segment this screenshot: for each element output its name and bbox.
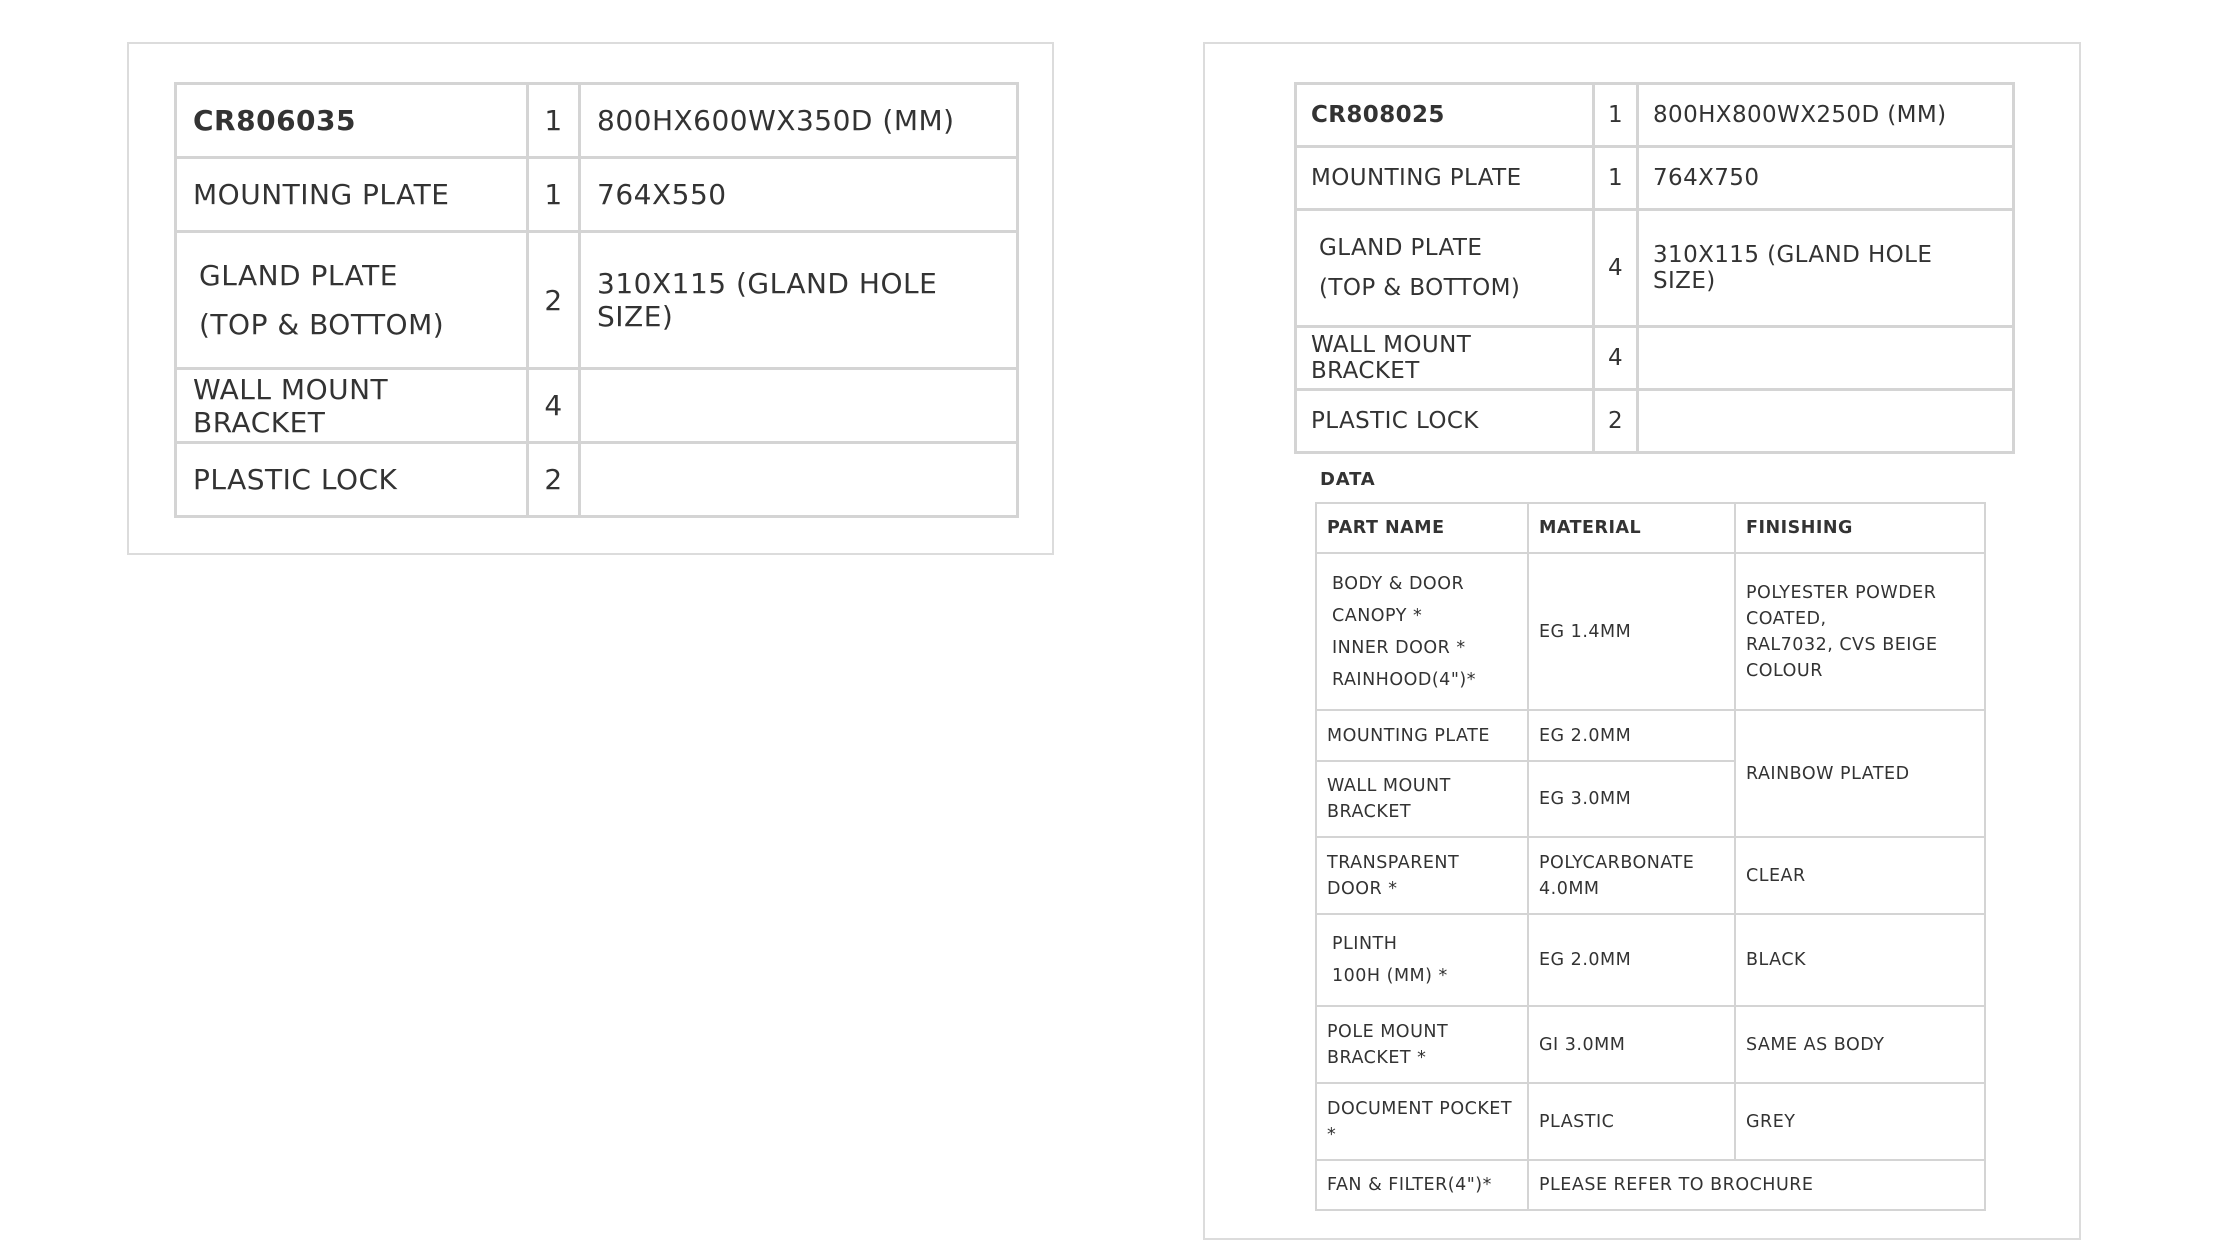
finishing-line: COLOUR [1746,660,1823,681]
part-name-line: GLAND PLATE [199,259,398,292]
column-header-finishing: FINISHING [1735,503,1985,553]
table-row [1316,914,1985,1006]
spec-cell: 764X750 [1638,147,2014,210]
part-name-cell [1296,210,1594,327]
table-row [1316,553,1985,710]
part-name-cell [1316,837,1528,914]
finishing-cell: BLACK [1735,914,1985,1006]
spec-cell [1638,390,2014,453]
qty-cell: 1 [528,158,580,232]
column-header-part-name: PART NAME [1316,503,1528,553]
spec-cell [580,369,1018,443]
spec-cell [580,443,1018,517]
material-cell: GI 3.0MM [1528,1006,1735,1083]
part-name-cell: MOUNTING PLATE [1316,710,1528,761]
part-name-line: BRACKET * [1327,1047,1427,1068]
material-cell: PLEASE REFER TO BROCHURE [1528,1160,1985,1210]
material-line: 4.0MM [1539,878,1600,899]
spec-cell: 800HX600WX350D (MM) [580,84,1018,158]
part-name-line: (TOP & BOTTOM) [1319,275,1521,301]
right-spec-table [1294,82,2015,454]
part-name-cell: MOUNTING PLATE [176,158,528,232]
part-name-line: BRACKET [1327,802,1412,822]
data-section-label: DATA [1320,469,1376,490]
table-row [1316,1160,1985,1210]
qty-cell: 4 [528,369,580,443]
spec-cell: 310X115 (GLAND HOLE SIZE) [1638,210,2014,327]
part-name-line: INNER DOOR * [1332,637,1466,658]
material-cell: PLASTIC [1528,1083,1735,1160]
material-cell: EG 2.0MM [1528,710,1735,761]
material-cell: EG 1.4MM [1528,553,1735,710]
part-name-cell: PLASTIC LOCK [176,443,528,517]
qty-cell: 1 [528,84,580,158]
table-row [176,443,1018,517]
table-row [176,158,1018,232]
table-row [1316,837,1985,914]
right-spec-panel [1203,42,2081,1240]
table-row [176,369,1018,443]
part-name-line: RAINHOOD(4")* [1332,669,1476,690]
part-name-cell: PLASTIC LOCK [1296,390,1594,453]
qty-cell: 4 [1594,210,1638,327]
finishing-cell: SAME AS BODY [1735,1006,1985,1083]
table-header-row [1316,503,1985,553]
part-name-line: GLAND PLATE [1319,234,1483,261]
table-row [1296,147,2014,210]
qty-cell: 4 [1594,327,1638,390]
part-name-cell: WALL MOUNT BRACKET [1296,327,1594,390]
part-name-cell [176,232,528,369]
part-name-cell [1316,1006,1528,1083]
part-name-cell [1316,553,1528,710]
part-name-line: 100H (MM) * [1332,966,1448,986]
spec-cell [1638,327,2014,390]
part-name-cell [1316,914,1528,1006]
left-spec-table [174,82,1019,518]
qty-cell: 1 [1594,84,1638,147]
qty-cell: 1 [1594,147,1638,210]
material-data-table [1315,502,1986,1211]
part-name-cell: MOUNTING PLATE [1296,147,1594,210]
part-name-line: CANOPY * [1332,605,1423,626]
finishing-cell: GREY [1735,1083,1985,1160]
spec-cell: 764X550 [580,158,1018,232]
table-row [1296,390,2014,453]
material-cell [1528,837,1735,914]
finishing-cell: RAINBOW PLATED [1735,710,1985,837]
spec-cell: 310X115 (GLAND HOLE SIZE) [580,232,1018,369]
part-name-cell: WALL MOUNT BRACKET [176,369,528,443]
part-name-line: (TOP & BOTTOM) [199,308,445,341]
qty-cell: 2 [528,443,580,517]
finishing-line: RAL7032, CVS BEIGE [1746,634,1938,655]
table-row [176,84,1018,158]
material-line: POLYCARBONATE [1539,852,1695,873]
material-cell: EG 3.0MM [1528,761,1735,837]
table-row [1316,1006,1985,1083]
table-row [1296,84,2014,147]
finishing-cell: CLEAR [1735,837,1985,914]
finishing-line: POLYESTER POWDER [1746,582,1937,603]
finishing-line: COATED, [1746,608,1827,629]
model-number: CR806035 [176,84,528,158]
finishing-cell [1735,553,1985,710]
table-row [176,232,1018,369]
spec-cell: 800HX800WX250D (MM) [1638,84,2014,147]
table-row [1316,710,1985,761]
column-header-material: MATERIAL [1528,503,1735,553]
part-name-cell: FAN & FILTER(4")* [1316,1160,1528,1210]
part-name-line: PLINTH [1332,934,1398,954]
table-row [1296,210,2014,327]
part-name-cell [1316,761,1528,837]
qty-cell: 2 [1594,390,1638,453]
material-cell: EG 2.0MM [1528,914,1735,1006]
part-name-line: WALL MOUNT [1327,776,1451,796]
table-row [1296,327,2014,390]
part-name-line: DOOR * [1327,878,1398,899]
part-name-line: DOCUMENT POCKET [1327,1098,1513,1119]
part-name-line: TRANSPARENT [1327,852,1460,873]
qty-cell: 2 [528,232,580,369]
model-number: CR808025 [1296,84,1594,147]
left-spec-panel [127,42,1054,555]
part-name-line: * [1327,1124,1337,1145]
table-row [1316,1083,1985,1160]
part-name-line: BODY & DOOR [1332,573,1465,594]
part-name-line: POLE MOUNT [1327,1021,1449,1042]
part-name-cell [1316,1083,1528,1160]
